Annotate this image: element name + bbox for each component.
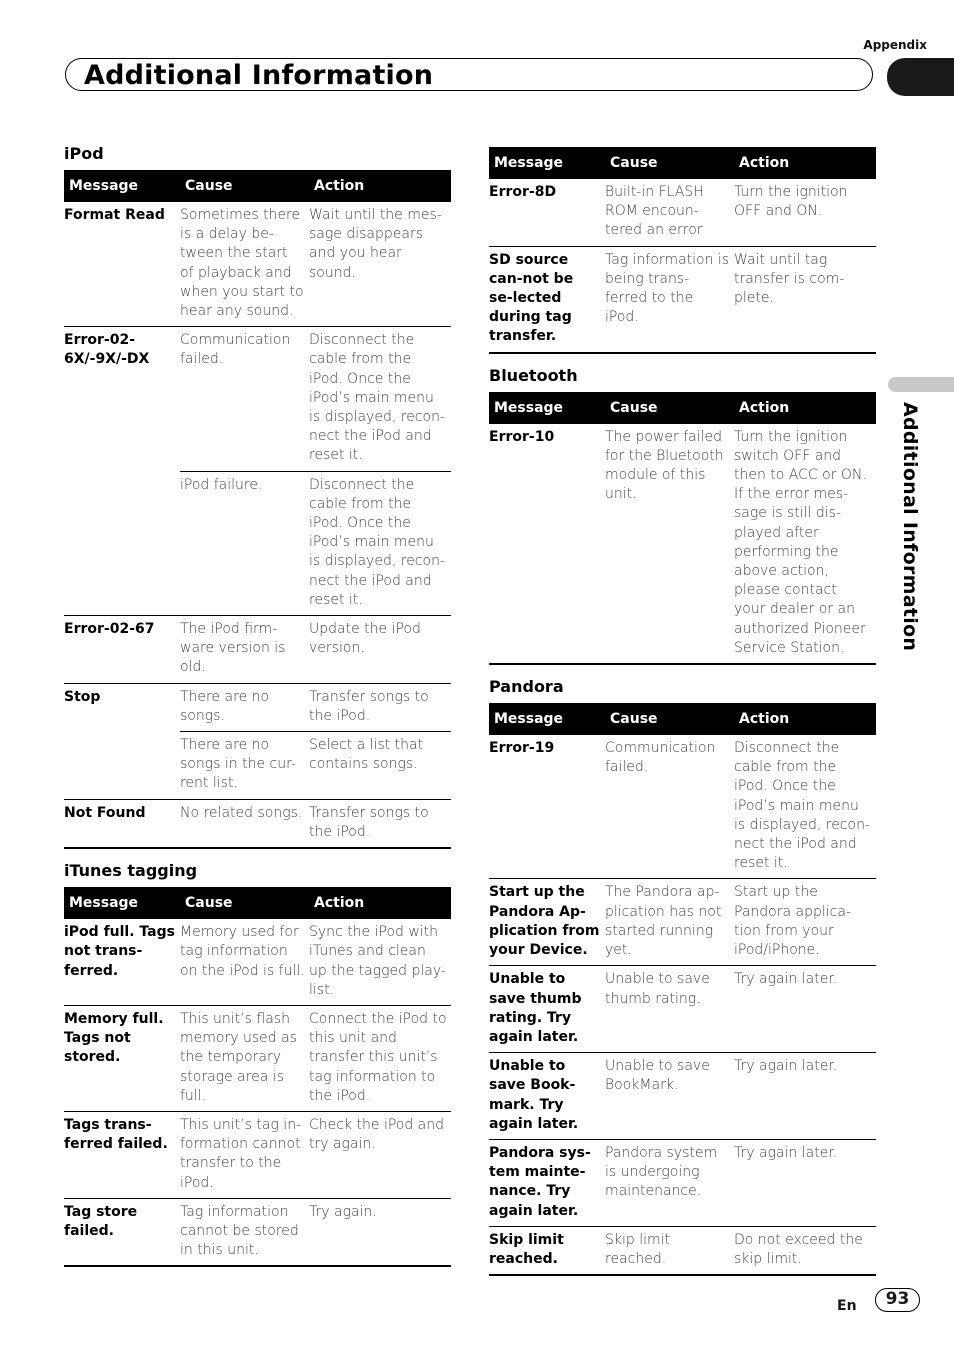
action-cell: Try again. [309, 1198, 451, 1266]
table-row [64, 732, 451, 800]
action-cell: Select a list that contains songs. [309, 732, 451, 800]
cause-cell: Pandora system is undergoing maintenance. [605, 1139, 734, 1226]
header-cause: Cause [180, 170, 309, 202]
cause-cell: Communication failed. [605, 735, 734, 879]
message-cell: Error-02-67 [64, 616, 180, 684]
table-row [489, 735, 876, 879]
cause-cell: Communication failed. [180, 327, 309, 471]
right-column [489, 147, 876, 1288]
side-tab-label: Additional Information [899, 402, 921, 652]
table-row [489, 1053, 876, 1140]
action-cell: Check the iPod and try again. [309, 1111, 451, 1198]
cause-cell: Skip limit reached. [605, 1226, 734, 1275]
header-cause: Cause [605, 703, 734, 735]
cause-cell: Unable to save thumb rating. [605, 966, 734, 1053]
message-cell: Format Read [64, 202, 180, 327]
action-cell: Turn the ignition switch OFF and then to ACC or ON. If the error mes-sage is still dis-played after performing the above action, please contact your dealer or an authorized Pioneer Service Station. [734, 424, 876, 664]
header-message: Message [489, 392, 605, 424]
message-cell: Unable to save thumb rating. Try again later. [489, 966, 605, 1053]
page-title: Additional Information [84, 60, 434, 91]
action-cell: Disconnect the cable from the iPod. Once the iPod’s main menu is displayed, recon-nect the iPod and reset it. [734, 735, 876, 879]
action-cell: Transfer songs to the iPod. [309, 799, 451, 848]
appendix-label: Appendix [863, 38, 927, 52]
message-cell: Skip limit reached. [489, 1226, 605, 1275]
left-column [64, 144, 451, 1279]
table-row [489, 424, 876, 664]
cause-cell: Tag information is being trans-ferred to the iPod. [605, 246, 734, 353]
action-cell: Turn the ignition OFF and ON. [734, 179, 876, 246]
table-row [489, 179, 876, 246]
table-header-row [489, 392, 876, 424]
message-cell: Error-19 [489, 735, 605, 879]
page-number: 93 [875, 1288, 920, 1312]
cause-cell: There are no songs in the cur-rent list. [180, 732, 309, 800]
header-action: Action [309, 170, 451, 202]
ipod-section-title: iPod [64, 144, 104, 163]
message-cell: Stop [64, 688, 101, 705]
cause-cell: This unit’s tag in-formation cannot transfer to the iPod. [180, 1111, 309, 1198]
itunes-table [64, 887, 451, 1267]
table-header-row [64, 887, 451, 919]
message-cell: Not Found [64, 799, 180, 848]
sd-table [489, 147, 876, 354]
table-row [489, 1226, 876, 1275]
footer-language: En [837, 1298, 857, 1314]
message-cell: SD source can-not be se-lected during tag transfer. [489, 246, 605, 353]
action-cell: Disconnect the cable from the iPod. Once the iPod’s main menu is displayed, recon-nect the iPod and reset it. [309, 471, 451, 615]
header-message: Message [64, 170, 180, 202]
side-tab-marker [888, 377, 954, 392]
table-row [64, 919, 451, 1005]
cause-cell: Tag information cannot be stored in this unit. [180, 1198, 309, 1266]
table-header-row [489, 147, 876, 179]
action-cell: Disconnect the cable from the iPod. Once the iPod’s main menu is displayed, recon-nect the iPod and reset it. [309, 327, 451, 471]
action-cell: Start up the Pandora applica-tion from your iPod/iPhone. [734, 879, 876, 966]
action-cell: Try again later. [734, 966, 876, 1053]
pandora-section-title: Pandora [489, 677, 564, 697]
action-cell: Transfer songs to the iPod. [309, 683, 451, 731]
message-cell: Start up the Pandora Ap-plication from your Device. [489, 879, 605, 966]
action-cell: Wait until the mes-sage disappears and you hear sound. [309, 202, 451, 327]
action-cell: Wait until tag transfer is com-plete. [734, 246, 876, 353]
cause-cell: Memory used for tag information on the iPod is full. [180, 919, 309, 1005]
message-cell: Error-8D [489, 179, 605, 246]
header-cause: Cause [605, 392, 734, 424]
message-cell [64, 471, 180, 615]
message-cell: Unable to save Book-mark. Try again later. [489, 1053, 605, 1140]
section-tab-marker [887, 58, 954, 96]
action-cell: Update the iPod version. [309, 616, 451, 684]
cause-cell: The power failed for the Bluetooth module of this unit. [605, 424, 734, 664]
cause-cell: This unit’s flash memory used as the temporary storage area is full. [180, 1005, 309, 1111]
message-cell: Pandora sys-tem mainte-nance. Try again later. [489, 1139, 605, 1226]
message-cell [64, 732, 180, 800]
table-row [64, 471, 451, 615]
table-row [64, 1198, 451, 1266]
table-row [64, 1111, 451, 1198]
action-cell: Do not exceed the skip limit. [734, 1226, 876, 1275]
action-cell: Try again later. [734, 1139, 876, 1226]
action-cell: Try again later. [734, 1053, 876, 1140]
table-row [64, 202, 451, 327]
action-cell: Sync the iPod with iTunes and clean up the tagged play-list. [309, 919, 451, 1005]
cause-cell: The iPod firm-ware version is old. [180, 616, 309, 684]
table-row [64, 799, 451, 848]
cause-cell: There are no songs. [180, 683, 309, 731]
table-header-row [64, 170, 451, 202]
bluetooth-section-title: Bluetooth [489, 365, 578, 385]
message-cell: Tag store failed. [64, 1198, 180, 1266]
header-cause: Cause [180, 887, 309, 919]
action-cell: Connect the iPod to this unit and transfer this unit’s tag information to the iPod. [309, 1005, 451, 1111]
table-row [489, 246, 876, 353]
header-action: Action [734, 392, 876, 424]
cause-cell: Sometimes there is a delay be-tween the start of playback and when you start to hear any sound. [180, 202, 309, 327]
message-cell: Error-02-6X/-9X/-DX [64, 332, 150, 368]
message-cell: Memory full. Tags not stored. [64, 1005, 180, 1111]
page-title-bar [65, 58, 873, 91]
cause-cell: iPod failure. [180, 471, 309, 615]
cause-cell: Built-in FLASH ROM encoun-tered an error [605, 179, 734, 246]
itunes-section-title: iTunes tagging [64, 861, 198, 881]
header-message: Message [489, 147, 605, 179]
header-action: Action [734, 703, 876, 735]
cause-cell: The Pandora ap-plication has not started running yet. [605, 879, 734, 966]
header-action: Action [734, 147, 876, 179]
header-action: Action [309, 887, 451, 919]
cause-cell: No related songs. [180, 799, 309, 848]
table-row [64, 327, 451, 471]
ipod-table [64, 170, 451, 849]
table-row [64, 616, 451, 684]
table-row [64, 1005, 451, 1111]
table-header-row [489, 703, 876, 735]
message-cell: iPod full. Tags not trans-ferred. [64, 919, 180, 1005]
table-row [489, 966, 876, 1053]
message-cell: Error-10 [489, 424, 605, 664]
table-row [489, 1139, 876, 1226]
header-message: Message [64, 887, 180, 919]
header-message: Message [489, 703, 605, 735]
bluetooth-table [489, 392, 876, 665]
table-row [489, 879, 876, 966]
header-cause: Cause [605, 147, 734, 179]
message-cell: Tags trans-ferred failed. [64, 1111, 180, 1198]
pandora-table [489, 703, 876, 1276]
table-row [64, 683, 451, 731]
cause-cell: Unable to save BookMark. [605, 1053, 734, 1140]
